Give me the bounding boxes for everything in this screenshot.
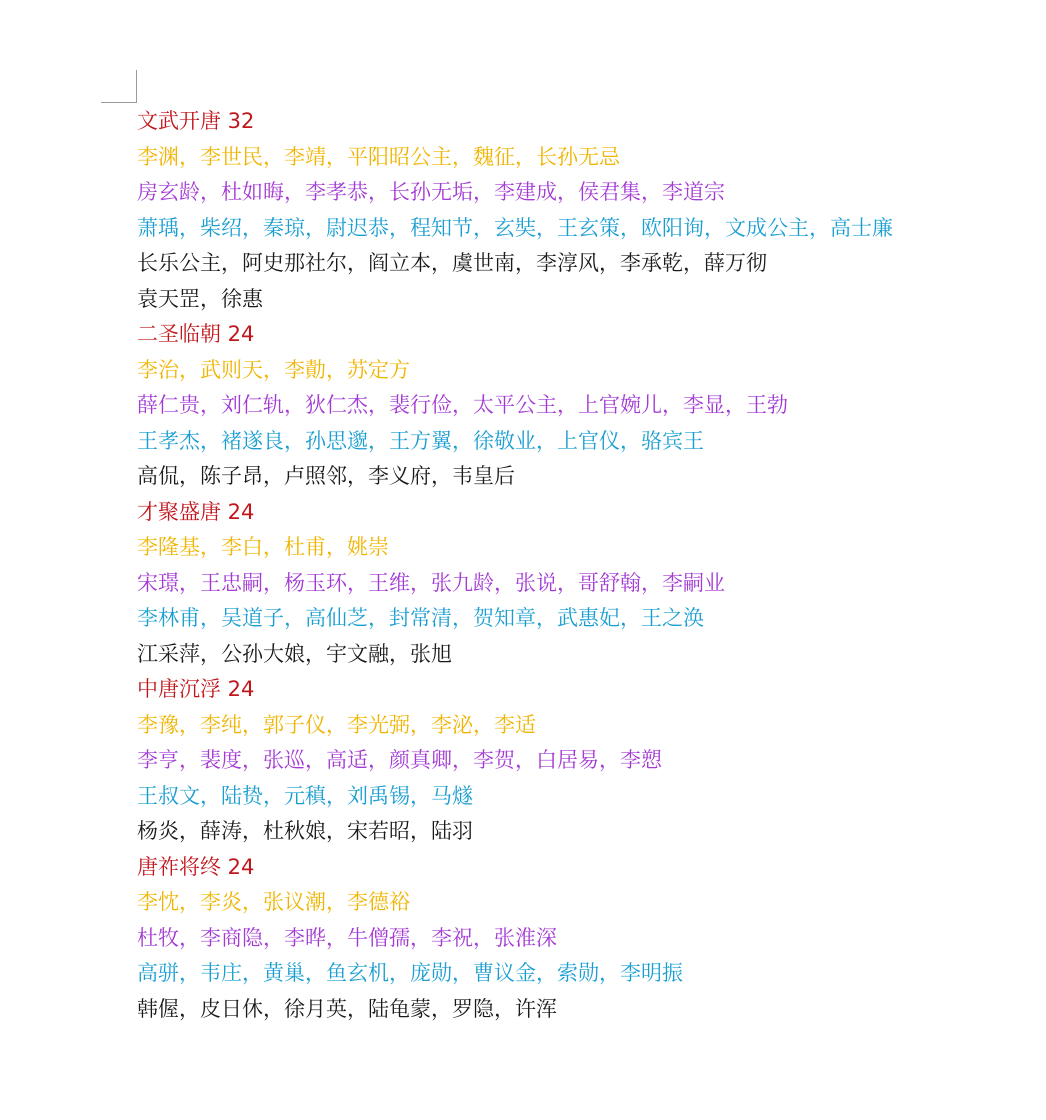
tier2-row: 房玄龄，杜如晦，李孝恭，长孙无垢，李建成，侯君集，李道宗 (137, 180, 725, 204)
tier1-row: 李渊，李世民，李靖，平阳昭公主，魏征，长孙无忌 (137, 144, 620, 169)
section-title-tangzuo: 唐祚将终 24 (137, 854, 255, 879)
tier2-row: 薛仁贵，刘仁轨，狄仁杰，裴行俭，太平公主，上官婉儿，李显，王勃 (137, 393, 788, 417)
tier1-row: 李治，武则天，李勣，苏定方 (137, 357, 410, 382)
tier3-row: 王孝杰，褚遂良，孙思邈，王方翼，徐敬业，上官仪，骆宾王 (137, 428, 704, 453)
tier1-row: 李忱，李炎，张议潮，李德裕 (137, 890, 410, 914)
tier4-row: 长乐公主，阿史那社尔，阎立本，虞世南，李淳风，李承乾，薛万彻 (137, 251, 767, 275)
section-title-zhongtang: 中唐沉浮 24 (137, 677, 255, 701)
tier1-row: 李豫，李纯，郭子仪，李光弼，李泌，李适 (137, 712, 536, 737)
tier3-row: 高骈，韦庄，黄巢，鱼玄机，庞勋，曹议金，索勋，李明振 (137, 961, 683, 985)
section-title-wenwu: 文武开唐 32 (137, 109, 255, 133)
tier2-row: 李亨，裴度，张巡，高适，颜真卿，李贺，白居易，李愬 (137, 748, 662, 772)
section-title-caiju: 才聚盛唐 24 (137, 499, 255, 524)
tier4-row: 韩偓，皮日休，徐月英，陆龟蒙，罗隐，许浑 (137, 996, 557, 1021)
page-corner-marker (101, 70, 137, 103)
tier3-row: 萧瑀，柴绍，秦琼，尉迟恭，程知节，玄奘，王玄策，欧阳询，文成公主，高士廉 (137, 215, 893, 240)
tier3-row: 王叔文，陆贽，元稹，刘禹锡，马燧 (137, 783, 473, 808)
tier2-row: 宋璟，王忠嗣，杨玉环，王维，张九龄，张说，哥舒翰，李嗣业 (137, 570, 725, 595)
tier2-row: 杜牧，李商隐，李晔，牛僧孺，李祝，张淮深 (137, 925, 557, 950)
tier4-row: 江采萍，公孙大娘，宇文融，张旭 (137, 641, 452, 666)
tier4-row: 高侃，陈子昂，卢照邻，李义府，韦皇后 (137, 464, 515, 488)
tier1-row: 李隆基，李白，杜甫，姚崇 (137, 535, 389, 559)
tier4-row-cont: 袁天罡，徐惠 (137, 286, 263, 311)
tier3-row: 李林甫，吴道子，高仙芝，封常清，贺知章，武惠妃，王之涣 (137, 606, 704, 630)
section-title-ersheng: 二圣临朝 24 (137, 322, 255, 346)
document-body (137, 104, 1037, 1027)
tier4-row: 杨炎，薛涛，杜秋娘，宋若昭，陆羽 (137, 819, 473, 843)
